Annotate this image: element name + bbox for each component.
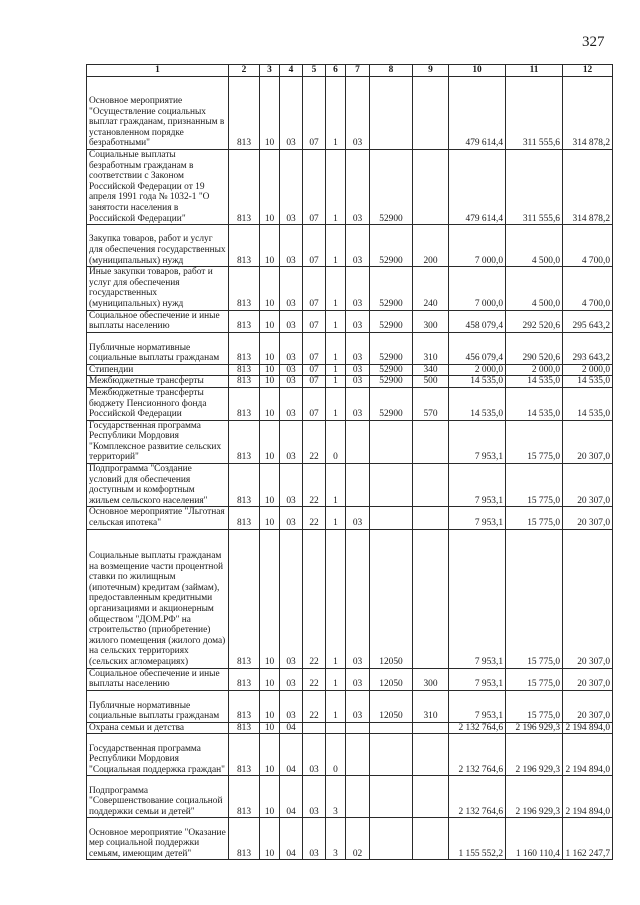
cell-measure: 03	[346, 376, 370, 388]
cell-expense-type: 240	[413, 267, 449, 310]
cell-subsection: 04	[280, 776, 303, 818]
cell-ministry: 813	[229, 150, 260, 225]
cell-program: 22	[303, 668, 326, 690]
cell-subsection: 03	[280, 420, 303, 463]
cell-amount-1: 2 000,0	[449, 364, 506, 376]
cell-program: 07	[303, 387, 326, 420]
cell-measure: 03	[346, 668, 370, 690]
column-header: 10	[449, 65, 506, 77]
cell-amount-3: 293 643,2	[563, 332, 613, 364]
cell-direction: 12050	[370, 690, 413, 722]
cell-amount-2: 292 520,6	[506, 310, 563, 332]
cell-program: 22	[303, 690, 326, 722]
cell-section: 10	[260, 529, 280, 668]
cell-ministry: 813	[229, 376, 260, 388]
cell-direction	[370, 776, 413, 818]
cell-expense-type	[413, 464, 449, 507]
cell-ministry: 813	[229, 267, 260, 310]
cell-amount-3: 20 307,0	[563, 464, 613, 507]
table-row	[87, 387, 613, 420]
column-header: 8	[370, 65, 413, 77]
cell-program: 03	[303, 776, 326, 818]
cell-amount-2: 311 555,6	[506, 150, 563, 225]
cell-section: 10	[260, 376, 280, 388]
cell-expense-type: 570	[413, 387, 449, 420]
cell-amount-2: 15 775,0	[506, 464, 563, 507]
cell-section: 10	[260, 420, 280, 463]
cell-measure	[346, 464, 370, 507]
cell-measure: 03	[346, 310, 370, 332]
cell-expense-type	[413, 507, 449, 529]
table-row	[87, 507, 613, 529]
cell-amount-3: 314 878,2	[563, 150, 613, 225]
cell-measure: 03	[346, 332, 370, 364]
cell-ministry: 813	[229, 818, 260, 860]
cell-amount-3: 20 307,0	[563, 690, 613, 722]
budget-table	[86, 64, 613, 860]
cell-amount-3: 2 194 894,0	[563, 722, 613, 734]
cell-expense-type	[413, 529, 449, 668]
cell-subprogram: 1	[326, 529, 346, 668]
cell-direction: 52900	[370, 225, 413, 267]
cell-ministry: 813	[229, 529, 260, 668]
cell-amount-1: 7 953,1	[449, 464, 506, 507]
cell-direction: 52900	[370, 364, 413, 376]
cell-section: 10	[260, 734, 280, 776]
cell-subsection: 03	[280, 387, 303, 420]
cell-amount-1: 7 953,1	[449, 529, 506, 668]
cell-direction	[370, 420, 413, 463]
cell-section: 10	[260, 225, 280, 267]
cell-amount-3: 20 307,0	[563, 668, 613, 690]
cell-expense-type: 300	[413, 668, 449, 690]
row-description: Социальные выплаты гражданам на возмещение части процентной ставки по жилищным (ипотечным) кредитам (займам), предоставленным кредитными организациями и акционерным обществом "ДОМ.РФ" на строительство (приобретение) жилого помещения (жилого дома) на сельских территориях (сельских агломерациях)	[87, 529, 229, 668]
cell-program: 22	[303, 464, 326, 507]
cell-amount-1: 2 132 764,6	[449, 776, 506, 818]
cell-program: 07	[303, 376, 326, 388]
cell-ministry: 813	[229, 464, 260, 507]
cell-subprogram: 1	[326, 507, 346, 529]
cell-amount-2: 4 500,0	[506, 225, 563, 267]
cell-amount-1: 7 000,0	[449, 225, 506, 267]
cell-amount-2: 15 775,0	[506, 420, 563, 463]
cell-amount-2: 2 196 929,3	[506, 722, 563, 734]
cell-expense-type	[413, 420, 449, 463]
cell-expense-type: 340	[413, 364, 449, 376]
cell-subprogram: 1	[326, 225, 346, 267]
cell-section: 10	[260, 690, 280, 722]
cell-amount-3: 2 194 894,0	[563, 734, 613, 776]
cell-section: 10	[260, 387, 280, 420]
cell-measure: 03	[346, 507, 370, 529]
column-header: 3	[260, 65, 280, 77]
table-row	[87, 376, 613, 388]
cell-subsection: 03	[280, 332, 303, 364]
column-header: 6	[326, 65, 346, 77]
row-description: Иные закупки товаров, работ и услуг для обеспечения государственных (муниципальных) нужд	[87, 267, 229, 310]
cell-amount-3: 4 700,0	[563, 267, 613, 310]
column-header: 9	[413, 65, 449, 77]
table-row	[87, 734, 613, 776]
cell-expense-type	[413, 776, 449, 818]
table-row	[87, 77, 613, 150]
cell-program: 03	[303, 818, 326, 860]
cell-program: 07	[303, 310, 326, 332]
cell-subsection: 03	[280, 77, 303, 150]
cell-amount-1: 1 155 552,2	[449, 818, 506, 860]
cell-ministry: 813	[229, 507, 260, 529]
cell-subsection: 03	[280, 267, 303, 310]
cell-section: 10	[260, 332, 280, 364]
cell-subsection: 04	[280, 722, 303, 734]
cell-subprogram: 0	[326, 420, 346, 463]
cell-amount-2: 15 775,0	[506, 690, 563, 722]
cell-amount-1: 14 535,0	[449, 387, 506, 420]
row-description: Государственная программа Республики Мордовия "Комплексное развитие сельских территорий"	[87, 420, 229, 463]
cell-section: 10	[260, 364, 280, 376]
row-description: Государственная программа Республики Мордовия "Социальная поддержка граждан"	[87, 734, 229, 776]
cell-subsection: 04	[280, 818, 303, 860]
cell-program: 22	[303, 529, 326, 668]
cell-expense-type	[413, 150, 449, 225]
cell-program: 07	[303, 364, 326, 376]
cell-measure	[346, 734, 370, 776]
cell-direction	[370, 818, 413, 860]
column-header: 5	[303, 65, 326, 77]
cell-subsection: 03	[280, 507, 303, 529]
cell-amount-2: 4 500,0	[506, 267, 563, 310]
cell-direction: 52900	[370, 332, 413, 364]
row-description: Подпрограмма "Совершенствование социальной поддержки семьи и детей"	[87, 776, 229, 818]
column-header: 2	[229, 65, 260, 77]
table-row	[87, 225, 613, 267]
table-row	[87, 464, 613, 507]
cell-amount-1: 456 079,4	[449, 332, 506, 364]
cell-amount-1: 2 132 764,6	[449, 734, 506, 776]
cell-amount-1: 7 000,0	[449, 267, 506, 310]
cell-amount-2: 2 196 929,3	[506, 734, 563, 776]
cell-ministry: 813	[229, 332, 260, 364]
cell-measure: 03	[346, 225, 370, 267]
cell-program: 03	[303, 734, 326, 776]
cell-expense-type: 310	[413, 332, 449, 364]
cell-section: 10	[260, 818, 280, 860]
cell-amount-2: 14 535,0	[506, 376, 563, 388]
cell-amount-1: 458 079,4	[449, 310, 506, 332]
cell-amount-1: 14 535,0	[449, 376, 506, 388]
cell-expense-type: 310	[413, 690, 449, 722]
cell-subsection: 03	[280, 529, 303, 668]
cell-measure: 03	[346, 529, 370, 668]
cell-section: 10	[260, 668, 280, 690]
row-description: Подпрограмма "Создание условий для обеспечения доступным и комфортным жильем сельского населения"	[87, 464, 229, 507]
cell-subprogram: 0	[326, 734, 346, 776]
column-header: 1	[87, 65, 229, 77]
table-header-row	[87, 65, 613, 77]
row-description: Межбюджетные трансферты	[87, 376, 229, 388]
cell-subprogram: 1	[326, 387, 346, 420]
cell-amount-1: 7 953,1	[449, 507, 506, 529]
cell-ministry: 813	[229, 776, 260, 818]
table-row	[87, 722, 613, 734]
cell-amount-2: 2 000,0	[506, 364, 563, 376]
cell-subsection: 03	[280, 364, 303, 376]
cell-ministry: 813	[229, 668, 260, 690]
row-description: Межбюджетные трансферты бюджету Пенсионного фонда Российской Федерации	[87, 387, 229, 420]
cell-direction	[370, 507, 413, 529]
cell-subprogram: 3	[326, 818, 346, 860]
cell-section: 10	[260, 507, 280, 529]
table-row	[87, 150, 613, 225]
cell-amount-3: 20 307,0	[563, 529, 613, 668]
cell-section: 10	[260, 267, 280, 310]
row-description: Социальные выплаты безработным гражданам в соответствии с Законом Российской Федерации от 19 апреля 1991 года № 1032-1 "О занятости населения в Российской Федерации"	[87, 150, 229, 225]
row-description: Социальное обеспечение и иные выплаты населению	[87, 310, 229, 332]
cell-measure: 03	[346, 267, 370, 310]
cell-amount-2: 14 535,0	[506, 387, 563, 420]
cell-subprogram: 3	[326, 776, 346, 818]
cell-measure: 03	[346, 387, 370, 420]
cell-subsection: 03	[280, 668, 303, 690]
cell-subprogram: 1	[326, 310, 346, 332]
cell-subprogram: 1	[326, 668, 346, 690]
cell-ministry: 813	[229, 420, 260, 463]
cell-section: 10	[260, 464, 280, 507]
cell-amount-2: 1 160 110,4	[506, 818, 563, 860]
cell-direction: 12050	[370, 668, 413, 690]
row-description: Публичные нормативные социальные выплаты гражданам	[87, 690, 229, 722]
cell-amount-3: 2 000,0	[563, 364, 613, 376]
cell-measure: 03	[346, 150, 370, 225]
cell-program: 22	[303, 507, 326, 529]
cell-direction: 52900	[370, 150, 413, 225]
cell-direction	[370, 722, 413, 734]
cell-subprogram: 1	[326, 464, 346, 507]
table-row	[87, 776, 613, 818]
cell-expense-type	[413, 722, 449, 734]
cell-measure	[346, 420, 370, 463]
cell-amount-1: 7 953,1	[449, 420, 506, 463]
cell-direction: 52900	[370, 267, 413, 310]
cell-measure: 03	[346, 77, 370, 150]
cell-measure	[346, 722, 370, 734]
cell-amount-3: 2 194 894,0	[563, 776, 613, 818]
row-description: Основное мероприятие "Льготная сельская ипотека"	[87, 507, 229, 529]
cell-direction	[370, 734, 413, 776]
cell-program	[303, 722, 326, 734]
cell-expense-type: 300	[413, 310, 449, 332]
cell-subprogram: 1	[326, 267, 346, 310]
cell-subprogram: 1	[326, 150, 346, 225]
cell-subsection: 03	[280, 310, 303, 332]
cell-section: 10	[260, 310, 280, 332]
cell-subprogram: 1	[326, 77, 346, 150]
cell-amount-3: 1 162 247,7	[563, 818, 613, 860]
cell-amount-1: 479 614,4	[449, 150, 506, 225]
cell-amount-3: 295 643,2	[563, 310, 613, 332]
row-description: Основное мероприятие "Оказание мер социальной поддержки семьям, имеющим детей"	[87, 818, 229, 860]
cell-direction: 12050	[370, 529, 413, 668]
cell-expense-type	[413, 818, 449, 860]
cell-direction: 52900	[370, 376, 413, 388]
row-description: Основное мероприятие "Осуществление социальных выплат гражданам, признанным в установленном порядке безработными"	[87, 77, 229, 150]
cell-subsection: 03	[280, 225, 303, 267]
table-row	[87, 668, 613, 690]
cell-expense-type	[413, 77, 449, 150]
cell-ministry: 813	[229, 364, 260, 376]
row-description: Социальное обеспечение и иные выплаты населению	[87, 668, 229, 690]
cell-subsection: 03	[280, 150, 303, 225]
cell-amount-2: 15 775,0	[506, 507, 563, 529]
cell-subsection: 04	[280, 734, 303, 776]
cell-subsection: 03	[280, 690, 303, 722]
cell-program: 07	[303, 267, 326, 310]
cell-section: 10	[260, 150, 280, 225]
column-header: 11	[506, 65, 563, 77]
cell-program: 07	[303, 150, 326, 225]
row-description: Закупка товаров, работ и услуг для обеспечения государственных (муниципальных) нужд	[87, 225, 229, 267]
table-body	[87, 77, 613, 860]
cell-amount-2: 311 555,6	[506, 77, 563, 150]
cell-ministry: 813	[229, 734, 260, 776]
cell-direction	[370, 77, 413, 150]
cell-subprogram: 1	[326, 364, 346, 376]
cell-amount-1: 7 953,1	[449, 690, 506, 722]
cell-section: 10	[260, 722, 280, 734]
cell-ministry: 813	[229, 77, 260, 150]
row-description: Стипендии	[87, 364, 229, 376]
cell-direction: 52900	[370, 310, 413, 332]
cell-measure	[346, 776, 370, 818]
cell-program: 07	[303, 77, 326, 150]
cell-program: 22	[303, 420, 326, 463]
table-row	[87, 420, 613, 463]
table-row	[87, 529, 613, 668]
cell-program: 07	[303, 225, 326, 267]
cell-measure: 03	[346, 690, 370, 722]
cell-ministry: 813	[229, 225, 260, 267]
cell-expense-type: 500	[413, 376, 449, 388]
cell-ministry: 813	[229, 387, 260, 420]
cell-amount-2: 15 775,0	[506, 668, 563, 690]
column-header: 12	[563, 65, 613, 77]
cell-ministry: 813	[229, 310, 260, 332]
cell-program: 07	[303, 332, 326, 364]
cell-section: 10	[260, 77, 280, 150]
cell-amount-2: 290 520,6	[506, 332, 563, 364]
cell-amount-1: 2 132 764,6	[449, 722, 506, 734]
cell-amount-3: 14 535,0	[563, 376, 613, 388]
cell-section: 10	[260, 776, 280, 818]
cell-subsection: 03	[280, 376, 303, 388]
cell-amount-1: 479 614,4	[449, 77, 506, 150]
cell-subprogram: 1	[326, 690, 346, 722]
cell-amount-2: 15 775,0	[506, 529, 563, 668]
cell-amount-1: 7 953,1	[449, 668, 506, 690]
cell-ministry: 813	[229, 722, 260, 734]
cell-subprogram: 1	[326, 332, 346, 364]
cell-ministry: 813	[229, 690, 260, 722]
row-description: Публичные нормативные социальные выплаты гражданам	[87, 332, 229, 364]
cell-expense-type	[413, 734, 449, 776]
page-number: 327	[582, 34, 605, 50]
cell-amount-3: 4 700,0	[563, 225, 613, 267]
cell-direction	[370, 464, 413, 507]
cell-amount-3: 20 307,0	[563, 420, 613, 463]
cell-subprogram: 1	[326, 376, 346, 388]
table-row	[87, 818, 613, 860]
cell-amount-3: 20 307,0	[563, 507, 613, 529]
table-row	[87, 332, 613, 364]
table-row	[87, 267, 613, 310]
table-row	[87, 690, 613, 722]
column-header: 7	[346, 65, 370, 77]
cell-amount-3: 314 878,2	[563, 77, 613, 150]
cell-amount-2: 2 196 929,3	[506, 776, 563, 818]
column-header: 4	[280, 65, 303, 77]
table-row	[87, 364, 613, 376]
table-row	[87, 310, 613, 332]
cell-direction: 52900	[370, 387, 413, 420]
row-description: Охрана семьи и детства	[87, 722, 229, 734]
cell-amount-3: 14 535,0	[563, 387, 613, 420]
cell-subprogram	[326, 722, 346, 734]
cell-expense-type: 200	[413, 225, 449, 267]
cell-measure: 02	[346, 818, 370, 860]
cell-measure: 03	[346, 364, 370, 376]
cell-subsection: 03	[280, 464, 303, 507]
